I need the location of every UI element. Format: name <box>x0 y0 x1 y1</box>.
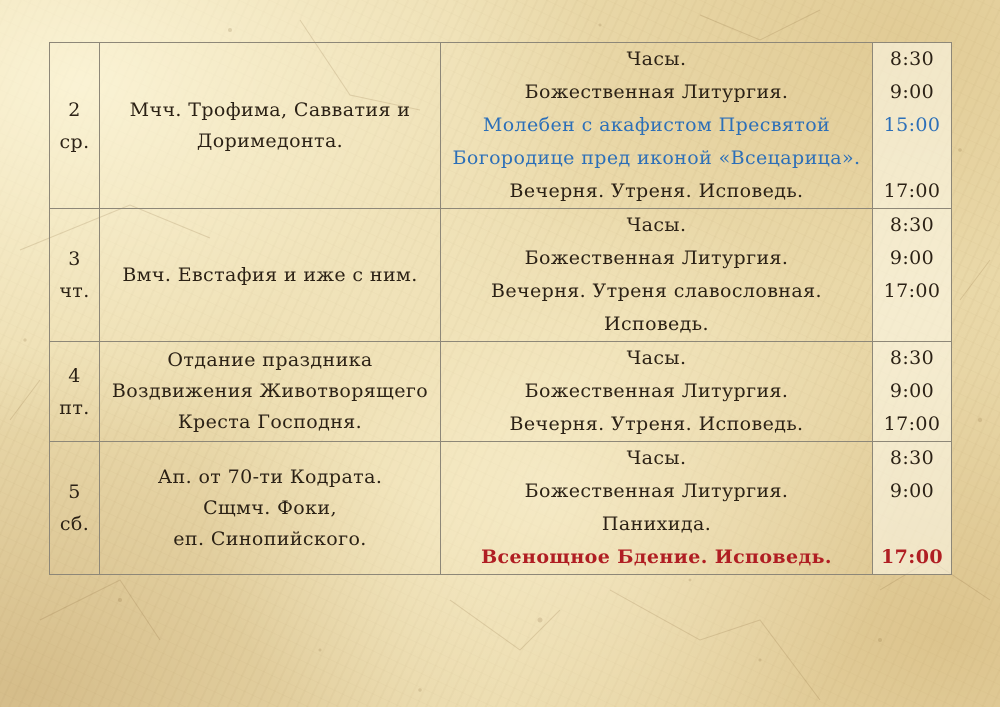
time-cell <box>873 442 952 575</box>
service-time: 17:00 <box>883 180 941 202</box>
feast-line: Доримедонта. <box>196 129 344 152</box>
service-time: 9:00 <box>889 380 935 402</box>
date-cell <box>50 342 100 442</box>
feast-line: Отдание праздника <box>167 349 373 371</box>
service-time: 17:00 <box>883 413 941 435</box>
feast-cell <box>100 442 441 575</box>
service-line: Божественная Литургия. <box>524 81 789 103</box>
service-time: 8:30 <box>889 214 935 236</box>
moleben-line: Молебен с акафистом Пресвятой <box>482 114 831 136</box>
feast-line: Вмч. Евстафия и иже с ним. <box>122 263 418 286</box>
service-cell <box>441 43 873 209</box>
day-number: 4 <box>68 364 81 387</box>
feast-cell <box>100 43 441 209</box>
service-line: Панихида. <box>601 513 712 535</box>
time-cell <box>873 209 952 342</box>
moleben-time: 15:00 <box>883 114 941 136</box>
weekday: пт. <box>59 396 90 419</box>
service-line: Вечерня. Утреня. Исповедь. <box>509 413 804 435</box>
feast-line: Сщмч. Фоки, <box>203 496 337 519</box>
time-cell <box>873 43 952 209</box>
day-number: 3 <box>68 248 81 270</box>
day-number: 5 <box>68 481 81 503</box>
service-time: 8:30 <box>889 48 935 70</box>
service-line: Вечерня. Утреня славословная. <box>491 280 822 302</box>
feast-line: Ап. от 70-ти Кодрата. <box>157 465 383 488</box>
service-line: Божественная Литургия. <box>524 480 789 502</box>
schedule-row <box>50 442 952 575</box>
service-line: Исповедь. <box>604 313 709 335</box>
service-cell <box>441 342 873 442</box>
day-number: 2 <box>68 98 81 121</box>
feast-line: Мчч. Трофима, Савватия и <box>129 98 411 121</box>
service-time: 9:00 <box>889 480 935 502</box>
feast-line: Воздвижения Животворящего <box>111 380 429 402</box>
date-cell <box>50 442 100 575</box>
service-time: 8:30 <box>889 347 935 369</box>
feast-cell <box>100 209 441 342</box>
vigil-time: 17:00 <box>881 546 943 568</box>
weekday: ср. <box>59 130 90 153</box>
service-line: Часы. <box>626 214 687 236</box>
weekday: чт. <box>59 280 90 302</box>
service-time: 17:00 <box>883 280 941 302</box>
service-line: Часы. <box>626 447 687 469</box>
vigil-line: Всенощное Бдение. Исповедь. <box>481 546 832 568</box>
time-cell <box>873 342 952 442</box>
service-cell <box>441 209 873 342</box>
service-line: Божественная Литургия. <box>524 380 789 402</box>
service-time: 8:30 <box>889 447 935 469</box>
service-time: 9:00 <box>889 81 935 103</box>
date-cell <box>50 43 100 209</box>
schedule-table <box>49 42 952 575</box>
schedule-row <box>50 209 952 342</box>
feast-line: Креста Господня. <box>177 411 363 433</box>
weekday: сб. <box>59 513 90 535</box>
feast-cell <box>100 342 441 442</box>
schedule-row <box>50 342 952 442</box>
service-line: Божественная Литургия. <box>524 247 789 269</box>
schedule-row <box>50 43 952 209</box>
service-time: 9:00 <box>889 247 935 269</box>
service-cell <box>441 442 873 575</box>
moleben-line: Богородице пред иконой «Всецарица». <box>452 147 861 169</box>
service-line: Часы. <box>626 48 687 70</box>
feast-line: еп. Синопийского. <box>173 527 367 550</box>
service-line: Часы. <box>626 347 687 369</box>
date-cell <box>50 209 100 342</box>
service-line: Вечерня. Утреня. Исповедь. <box>509 180 804 202</box>
